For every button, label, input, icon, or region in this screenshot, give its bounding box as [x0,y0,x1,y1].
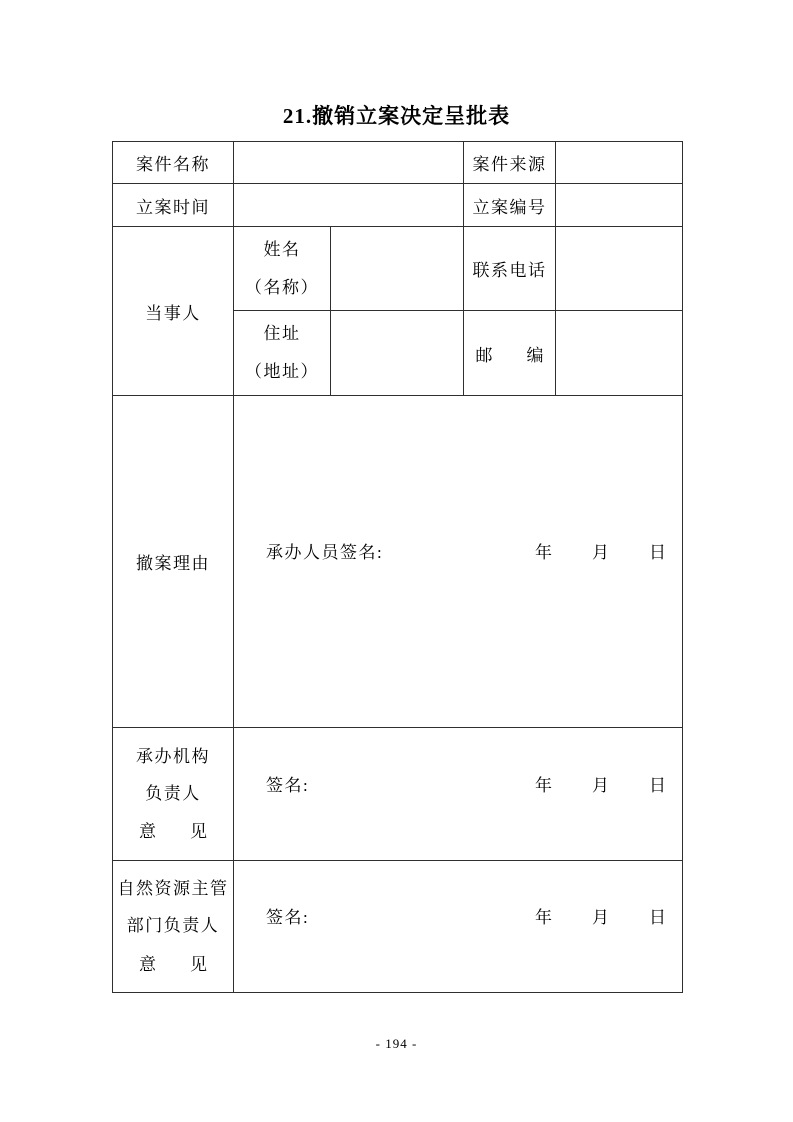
authority-opinion-label-line3: 意 见 [139,954,207,974]
agency-opinion-label-line3: 意 见 [139,822,207,842]
authority-opinion-label-line2: 部门负责人 [126,916,220,936]
day-label: 日 [649,908,666,927]
case-name-value-cell [234,142,464,184]
case-source-value-cell [556,142,683,184]
agency-opinion-label [113,728,234,861]
agency-opinion-content-cell [234,728,683,861]
party-name-label-line2: （名称） [245,277,319,297]
party-postcode-label-text: 邮 编 [475,345,544,365]
day-label: 日 [649,543,666,562]
filing-time-label: 立案时间 [113,184,234,227]
filing-time-value-cell [234,184,464,227]
page-title: 21.撤销立案决定呈批表 [282,104,511,128]
day-label: 日 [649,775,666,795]
filing-number-label: 立案编号 [464,184,556,227]
year-label: 年 [535,908,552,927]
year-label: 年 [535,543,552,562]
month-label: 月 [592,908,609,927]
party-label: 当事人 [113,227,234,396]
party-postcode-label [464,311,556,396]
authority-opinion-date-line [535,903,666,928]
approval-form-table [112,141,683,993]
agency-opinion-label-line1: 承办机构 [136,746,210,766]
party-postcode-value-cell [556,311,683,396]
authority-signature-label: 签名: [266,908,310,927]
party-name-value-cell [331,227,464,311]
agency-opinion-date-line [535,771,666,796]
authority-opinion-label-line1: 自然资源主管 [117,879,229,899]
party-address-label [234,311,331,396]
year-label: 年 [535,775,552,795]
case-source-label: 案件来源 [464,142,556,184]
authority-opinion-content-cell [234,861,683,993]
withdraw-reason-date-line [535,538,666,563]
party-phone-value-cell [556,227,683,311]
agency-signature-label: 签名: [266,775,310,795]
withdraw-reason-signature-row [234,538,682,585]
filing-number-value-cell [556,184,683,227]
month-label: 月 [592,543,609,562]
party-phone-label: 联系电话 [464,227,556,311]
withdraw-reason-content-cell [234,396,683,728]
case-name-label: 案件名称 [113,142,234,184]
handler-signature-label: 承办人员签名: [266,543,384,562]
party-address-value-cell [331,311,464,396]
page-number: - 194 - [375,1036,418,1051]
party-name-label [234,227,331,311]
agency-opinion-label-line2: 负责人 [145,783,201,803]
authority-opinion-label [113,861,234,993]
month-label: 月 [592,775,609,795]
party-address-label-line2: （地址） [245,362,319,381]
agency-opinion-signature-row [234,771,682,818]
party-name-label-line1: 姓名 [263,239,301,259]
withdraw-reason-label: 撤案理由 [113,396,234,728]
authority-opinion-signature-row [234,903,682,950]
party-address-label-line1: 住址 [263,324,301,343]
